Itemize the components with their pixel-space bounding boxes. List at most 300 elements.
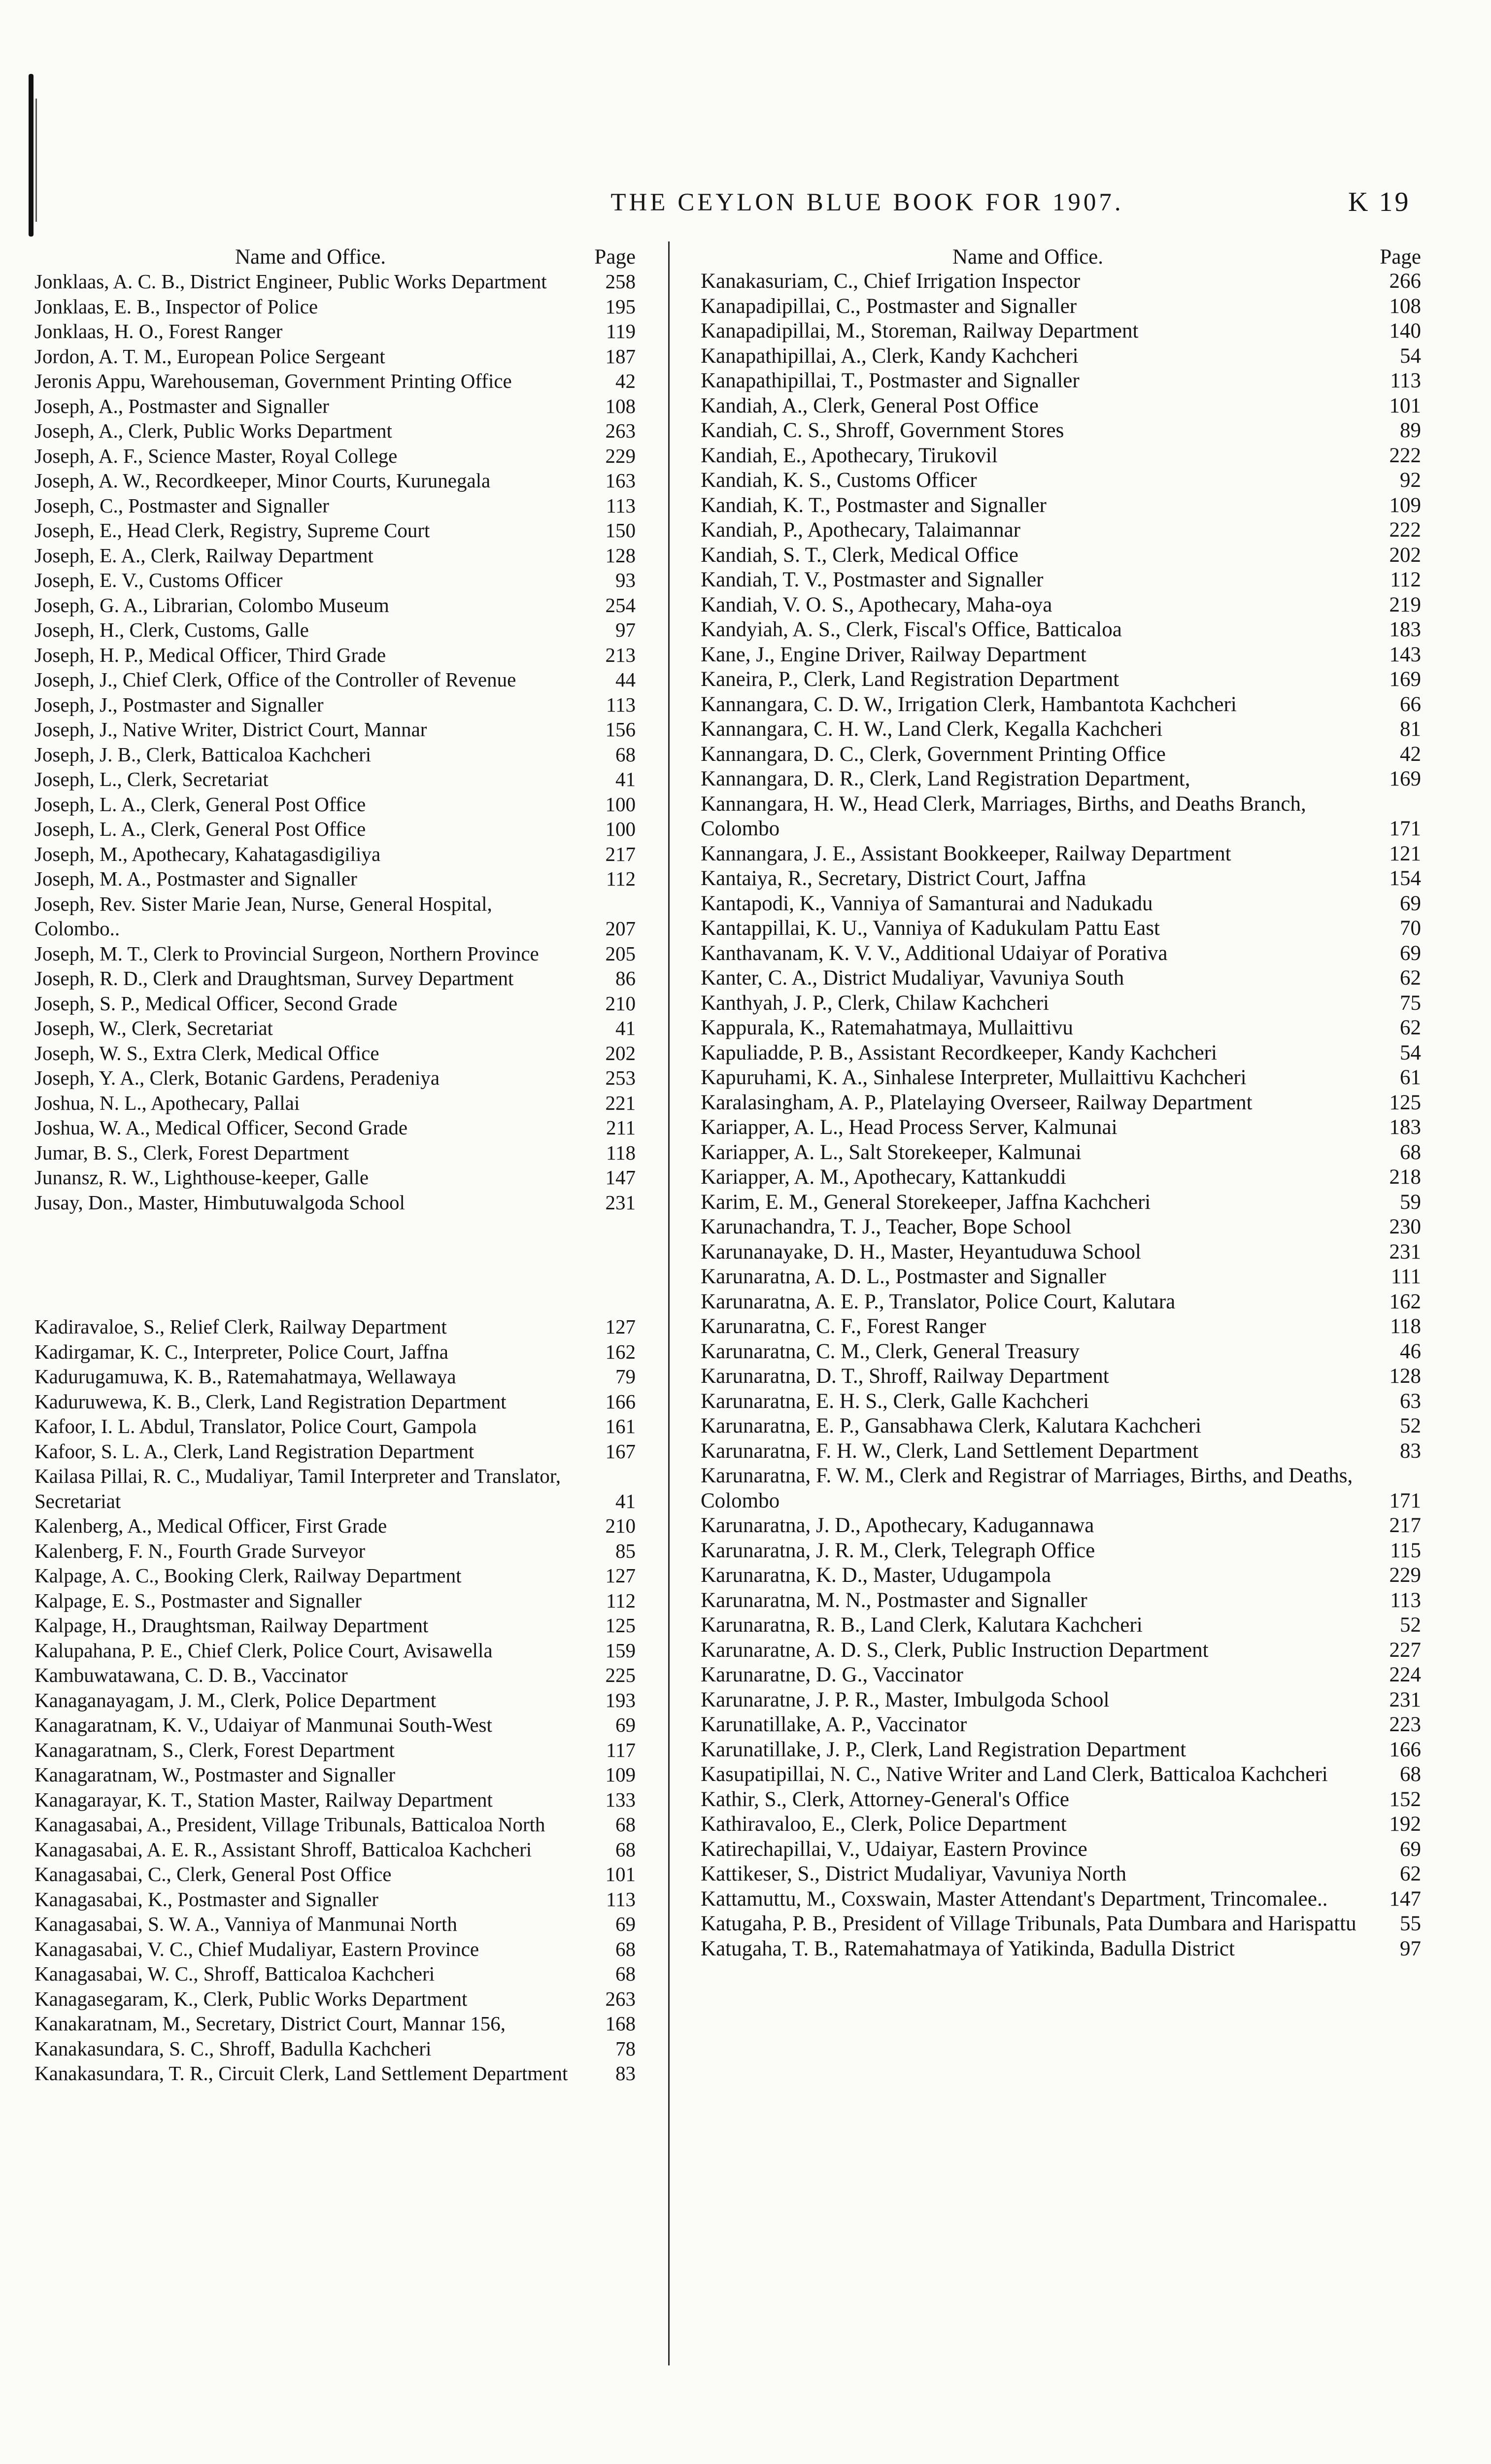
section-gap [30, 1215, 636, 1314]
page-number: K 19 [1348, 187, 1411, 217]
index-entry [699, 1539, 1421, 1564]
index-entry [699, 792, 1421, 842]
index-entry [699, 1887, 1421, 1912]
index-entry [30, 568, 636, 593]
entry-page-number: 128 [605, 544, 636, 567]
entry-page-number: 112 [1390, 568, 1421, 591]
entry-name-and-office: Joseph, H., Clerk, Customs, Galle [34, 618, 309, 641]
entry-page-number: 109 [1389, 493, 1421, 517]
index-entry [699, 1091, 1421, 1116]
entry-page-number: 59 [1400, 1190, 1421, 1214]
entry-page-number: 62 [1400, 1016, 1421, 1039]
entry-name-and-office: Kapuliadde, P. B., Assistant Recordkeeper, Kandy Kachcheri [701, 1041, 1217, 1064]
index-entry [30, 1787, 636, 1813]
index-entry [699, 394, 1421, 419]
right-column [699, 241, 1421, 1961]
index-entry [699, 1314, 1421, 1339]
entry-name-and-office: Joseph, L. A., Clerk, General Post Office [34, 818, 366, 840]
index-entry [699, 444, 1421, 469]
entry-name-and-office: Joseph, C., Postmaster and Signaller [34, 494, 329, 517]
name-and-office-heading: Name and Office. [952, 245, 1104, 269]
entry-name-and-office: Joseph, J., Chief Clerk, Office of the Controller of Revenue [34, 668, 516, 691]
page-binding-shadow [35, 99, 37, 222]
entry-page-number: 89 [1400, 419, 1421, 442]
index-entry [30, 1738, 636, 1763]
entry-name-and-office: Joseph, A. W., Recordkeeper, Minor Courts, Kurunegala [34, 469, 491, 492]
index-entry [30, 767, 636, 792]
entry-name-and-office: Joseph, J., Postmaster and Signaller [34, 693, 324, 716]
entry-name-and-office: Karunaratne, D. G., Vaccinator [701, 1663, 963, 1686]
entry-name-and-office: Kadurugamuwa, K. B., Ratemahatmaya, Wellawaya [34, 1365, 456, 1388]
entry-name-and-office: Kariapper, A. L., Salt Storekeeper, Kalmunai [701, 1140, 1082, 1164]
entry-name-and-office: Joseph, M. T., Clerk to Provincial Surgeon, Northern Province [34, 942, 539, 965]
entry-name-and-office: Kanagarayar, K. T., Station Master, Railway Department [34, 1788, 493, 1811]
index-entry [699, 1663, 1421, 1688]
entry-name-and-office: Katugaha, T. B., Ratemahatmaya of Yatikinda, Badulla District [701, 1937, 1235, 1960]
name-and-office-heading: Name and Office. [235, 245, 386, 269]
index-entry [699, 1016, 1421, 1041]
index-entry [30, 1588, 636, 1613]
entry-page-number: 230 [1389, 1215, 1421, 1238]
entry-page-number: 219 [1389, 593, 1421, 616]
entry-page-number: 100 [605, 818, 636, 840]
entry-name-and-office: Karunatillake, A. P., Vaccinator [701, 1713, 967, 1736]
entry-page-number: 143 [1389, 643, 1421, 666]
index-entry [30, 692, 636, 718]
entry-name-and-office: Joseph, A., Clerk, Public Works Department [34, 419, 392, 442]
index-entry [30, 319, 636, 344]
entry-page-number: 266 [1389, 270, 1421, 293]
entry-name-and-office: Kailasa Pillai, R. C., Mudaliyar, Tamil Interpreter and Translator, Secretariat [34, 1465, 561, 1512]
entry-name-and-office: Joseph, M., Apothecary, Kahatagasdigiliya [34, 842, 381, 865]
index-entry [30, 1165, 636, 1190]
entry-page-number: 85 [615, 1539, 636, 1562]
entry-page-number: 133 [605, 1788, 636, 1811]
index-entry [699, 543, 1421, 568]
index-entry [30, 941, 636, 966]
entry-page-number: 78 [615, 2037, 636, 2060]
entry-page-number: 223 [1389, 1713, 1421, 1736]
index-entry [30, 1041, 636, 1066]
index-entry [30, 866, 636, 891]
entry-page-number: 69 [615, 1713, 636, 1736]
entry-name-and-office: Karunaratne, A. D. S., Clerk, Public Instruction Department [701, 1638, 1209, 1662]
running-head-title: THE CEYLON BLUE BOOK FOR 1907. [610, 189, 1124, 216]
index-entry [699, 617, 1421, 643]
index-entry [30, 1563, 636, 1588]
entry-name-and-office: Kanagasabai, A. E. R., Assistant Shroff, Batticaloa Kachcheri [34, 1838, 532, 1861]
index-entry [699, 593, 1421, 618]
entry-name-and-office: Kandiah, K. S., Customs Officer [701, 469, 977, 492]
index-entry [699, 369, 1421, 394]
entry-page-number: 183 [1389, 618, 1421, 641]
entry-page-number: 159 [605, 1639, 636, 1662]
column-divider [668, 241, 670, 2365]
entry-page-number: 81 [1400, 718, 1421, 741]
entry-name-and-office: Katugaha, P. B., President of Village Tribunals, Pata Dumbara and Harispattu [701, 1912, 1356, 1935]
entry-page-number: 229 [605, 444, 636, 467]
entry-name-and-office: Kannangara, D. R., Clerk, Land Registration Department, [701, 767, 1190, 790]
entry-name-and-office: Kadirgamar, K. C., Interpreter, Police Court, Jaffna [34, 1340, 448, 1363]
entry-page-number: 152 [1389, 1787, 1421, 1811]
right-column-header [699, 241, 1421, 269]
index-entry [30, 1812, 636, 1837]
entry-page-number: 70 [1400, 917, 1421, 940]
index-entry [30, 1314, 636, 1339]
entry-name-and-office: Jonklaas, A. C. B., District Engineer, Public Works Department [34, 270, 547, 293]
entry-name-and-office: Joseph, A., Postmaster and Signaller [34, 394, 329, 417]
entry-page-number: 147 [1389, 1887, 1421, 1911]
entry-page-number: 63 [1400, 1389, 1421, 1413]
entry-name-and-office: Karunaratna, K. D., Master, Udugampola [701, 1564, 1051, 1587]
entry-page-number: 128 [1389, 1365, 1421, 1388]
index-entry [30, 1912, 636, 1937]
index-entry [30, 468, 636, 493]
entry-page-number: 113 [606, 1887, 636, 1911]
entry-name-and-office: Kaduruwewa, K. B., Clerk, Land Registration Department [34, 1390, 507, 1413]
entry-page-number: 68 [615, 1937, 636, 1960]
index-entry [699, 1787, 1421, 1813]
entry-name-and-office: Kanagaratnam, K. V., Udaiyar of Manmunai South-West [34, 1713, 492, 1736]
index-entry [30, 643, 636, 668]
index-entry [30, 1414, 636, 1439]
entry-name-and-office: Kanagasabai, V. C., Chief Mudaliyar, Eastern Province [34, 1937, 479, 1960]
entry-page-number: 54 [1400, 1041, 1421, 1064]
entry-page-number: 229 [1389, 1564, 1421, 1587]
entry-page-number: 100 [605, 792, 636, 816]
index-entry [30, 593, 636, 618]
entry-page-number: 109 [605, 1763, 636, 1786]
index-entry [699, 1065, 1421, 1091]
entry-name-and-office: Kanagaratnam, S., Clerk, Forest Department [34, 1738, 395, 1761]
entry-name-and-office: Jonklaas, H. O., Forest Ranger [34, 320, 283, 342]
index-entry [30, 966, 636, 991]
index-entry [699, 418, 1421, 444]
entry-page-number: 156 [605, 718, 636, 741]
entry-name-and-office: Karunaratna, E. H. S., Clerk, Galle Kachcheri [701, 1389, 1089, 1413]
entry-name-and-office: Karunaratna, C. M., Clerk, General Treasury [701, 1339, 1080, 1363]
entry-name-and-office: Kandiah, E., Apothecary, Tirukovil [701, 444, 998, 467]
entry-page-number: 166 [1389, 1738, 1421, 1761]
index-entry [699, 1140, 1421, 1165]
index-entry [699, 916, 1421, 941]
entry-page-number: 108 [605, 394, 636, 417]
entry-page-number: 222 [1389, 444, 1421, 467]
index-entry [30, 991, 636, 1016]
entry-name-and-office: Joshua, N. L., Apothecary, Pallai [34, 1091, 300, 1114]
entry-page-number: 187 [605, 344, 636, 368]
entry-page-number: 55 [1400, 1912, 1421, 1935]
index-entry [30, 1539, 636, 1564]
index-entry [699, 891, 1421, 917]
index-entry [30, 617, 636, 643]
entry-page-number: 68 [615, 1813, 636, 1836]
entry-name-and-office: Kannangara, J. E., Assistant Bookkeeper, Railway Department [701, 842, 1231, 865]
entry-page-number: 68 [615, 1962, 636, 1985]
entry-page-number: 147 [605, 1166, 636, 1189]
entry-page-number: 69 [615, 1913, 636, 1935]
entry-name-and-office: Kathiravaloo, E., Clerk, Police Department [701, 1813, 1067, 1836]
entry-page-number: 97 [1400, 1937, 1421, 1960]
entry-page-number: 162 [1389, 1290, 1421, 1313]
index-entry [30, 269, 636, 294]
entry-page-number: 69 [1400, 1837, 1421, 1861]
entry-name-and-office: Joseph, E. V., Customs Officer [34, 569, 283, 591]
index-entry [30, 1837, 636, 1862]
left-column [30, 241, 636, 2086]
entry-name-and-office: Kariapper, A. L., Head Process Server, Kalmunai [701, 1116, 1118, 1139]
entry-name-and-office: Kattamuttu, M., Coxswain, Master Attendant's Department, Trincomalee.. [701, 1887, 1328, 1911]
entry-page-number: 113 [1390, 1588, 1421, 1612]
entry-name-and-office: Joseph, H. P., Medical Officer, Third Grade [34, 643, 386, 666]
entry-page-number: 112 [606, 867, 636, 890]
entry-name-and-office: Joseph, S. P., Medical Officer, Second Grade [34, 992, 398, 1015]
entry-name-and-office: Kafoor, S. L. A., Clerk, Land Registration Department [34, 1439, 474, 1463]
entry-name-and-office: Kalpage, A. C., Booking Clerk, Railway Department [34, 1564, 462, 1587]
entry-name-and-office: Kasupatipillai, N. C., Native Writer and Land Clerk, Batticaloa Kachcheri [701, 1763, 1328, 1786]
index-entry [699, 319, 1421, 344]
index-entry [699, 1513, 1421, 1539]
entry-name-and-office: Joseph, Rev. Sister Marie Jean, Nurse, General Hospital, Colombo.. [34, 892, 492, 940]
entry-page-number: 86 [615, 967, 636, 990]
index-entry [699, 1389, 1421, 1414]
index-entry [699, 1290, 1421, 1315]
entry-page-number: 231 [1389, 1688, 1421, 1711]
entry-page-number: 202 [1389, 543, 1421, 567]
entry-page-number: 210 [605, 1514, 636, 1537]
entry-name-and-office: Karunaratna, A. E. P., Translator, Police Court, Kalutara [701, 1290, 1176, 1313]
entry-page-number: 193 [605, 1688, 636, 1711]
entry-page-number: 168 [605, 2012, 636, 2035]
entry-page-number: 121 [1389, 842, 1421, 865]
entry-name-and-office: Kantappillai, K. U., Vanniya of Kadukulam Pattu East [701, 917, 1160, 940]
index-entry [699, 493, 1421, 518]
index-entry [699, 643, 1421, 668]
index-entry [699, 1165, 1421, 1190]
index-entry [30, 2036, 636, 2061]
index-entry [699, 991, 1421, 1016]
entry-name-and-office: Karunanayake, D. H., Master, Heyantuduwa School [701, 1240, 1141, 1264]
index-entry [699, 518, 1421, 543]
entry-name-and-office: Kandiah, T. V., Postmaster and Signaller [701, 568, 1044, 591]
entry-name-and-office: Kadiravaloe, S., Relief Clerk, Railway Department [34, 1315, 447, 1338]
entry-page-number: 119 [606, 320, 636, 342]
index-entry [30, 1887, 636, 1912]
entry-name-and-office: Kanagasegaram, K., Clerk, Public Works Department [34, 1987, 468, 2010]
entry-page-number: 183 [1389, 1116, 1421, 1139]
index-entry [699, 692, 1421, 718]
index-entry [30, 1140, 636, 1165]
entry-page-number: 68 [615, 743, 636, 766]
entry-name-and-office: Kariapper, A. M., Apothecary, Kattankuddi [701, 1165, 1066, 1189]
entry-name-and-office: Kanapathipillai, T., Postmaster and Signaller [701, 369, 1080, 392]
entry-name-and-office: Kanakasuriam, C., Chief Irrigation Inspector [701, 270, 1081, 293]
entry-page-number: 41 [615, 1489, 636, 1512]
index-entry [699, 269, 1421, 294]
entry-name-and-office: Kambuwatawana, C. D. B., Vaccinator [34, 1664, 348, 1686]
entry-name-and-office: Kandiah, S. T., Clerk, Medical Office [701, 543, 1018, 567]
index-entry [699, 1364, 1421, 1389]
entry-page-number: 46 [1400, 1339, 1421, 1363]
entry-name-and-office: Joseph, E., Head Clerk, Registry, Supreme Court [34, 519, 430, 542]
entry-page-number: 69 [1400, 941, 1421, 965]
index-entry [699, 1265, 1421, 1290]
entry-name-and-office: Joseph, W., Clerk, Secretariat [34, 1017, 273, 1039]
entry-page-number: 113 [1390, 369, 1421, 392]
entry-name-and-office: Joseph, J. B., Clerk, Batticaloa Kachcheri [34, 743, 372, 766]
entry-page-number: 52 [1400, 1613, 1421, 1637]
index-entry [699, 1837, 1421, 1862]
entry-name-and-office: Karunaratne, J. P. R., Master, Imbulgoda School [701, 1688, 1110, 1711]
index-entry [30, 1389, 636, 1414]
entry-page-number: 150 [605, 519, 636, 542]
index-entry [699, 1912, 1421, 1937]
entry-page-number: 41 [615, 1017, 636, 1039]
entry-name-and-office: Joseph, M. A., Postmaster and Signaller [34, 867, 357, 890]
index-entry [30, 1016, 636, 1041]
entry-name-and-office: Kanthyah, J. P., Clerk, Chilaw Kachcheri [701, 991, 1049, 1015]
entry-page-number: 217 [1389, 1514, 1421, 1537]
entry-page-number: 205 [605, 942, 636, 965]
entry-name-and-office: Kannangara, C. H. W., Land Clerk, Kegalla Kachcheri [701, 718, 1163, 741]
entry-name-and-office: Kandyiah, A. S., Clerk, Fiscal's Office, Batticaloa [701, 618, 1122, 641]
index-entry [30, 817, 636, 842]
index-entry [699, 1812, 1421, 1837]
entry-name-and-office: Kannangara, C. D. W., Irrigation Clerk, Hambantota Kachcheri [701, 692, 1237, 716]
entry-name-and-office: Joseph, G. A., Librarian, Colombo Museum [34, 593, 389, 616]
entry-name-and-office: Jeronis Appu, Warehouseman, Government Printing Office [34, 370, 512, 392]
entry-page-number: 117 [606, 1738, 636, 1761]
entry-name-and-office: Joseph, L. A., Clerk, General Post Office [34, 792, 366, 816]
index-entry [30, 1862, 636, 1887]
entry-name-and-office: Kattikeser, S., District Mudaliyar, Vavuniya North [701, 1862, 1126, 1885]
entry-name-and-office: Karunaratna, M. N., Postmaster and Signaller [701, 1588, 1087, 1612]
index-entry [30, 344, 636, 369]
entry-page-number: 224 [1389, 1663, 1421, 1686]
entry-name-and-office: Kaneira, P., Clerk, Land Registration Department [701, 668, 1119, 691]
index-entry [699, 941, 1421, 966]
entry-page-number: 83 [615, 2062, 636, 2085]
entry-page-number: 227 [1389, 1638, 1421, 1662]
entry-page-number: 140 [1389, 319, 1421, 342]
entry-page-number: 211 [606, 1116, 636, 1139]
entry-name-and-office: Karunatillake, J. P., Clerk, Land Registration Department [701, 1738, 1186, 1761]
entry-page-number: 213 [605, 643, 636, 666]
entry-page-number: 210 [605, 992, 636, 1015]
index-entry [699, 966, 1421, 991]
entry-name-and-office: Karunaratna, D. T., Shroff, Railway Department [701, 1365, 1109, 1388]
entry-page-number: 202 [605, 1041, 636, 1064]
index-entry [699, 294, 1421, 319]
entry-page-number: 169 [1389, 767, 1421, 790]
entry-name-and-office: Junansz, R. W., Lighthouse-keeper, Galle [34, 1166, 369, 1189]
index-entry [30, 1464, 636, 1513]
entry-page-number: 54 [1400, 344, 1421, 368]
page-heading: Page [594, 245, 636, 269]
entry-page-number: 68 [1400, 1763, 1421, 1786]
entry-page-number: 111 [1390, 1265, 1421, 1288]
entry-page-number: 258 [605, 270, 636, 293]
entry-name-and-office: Kalenberg, F. N., Fourth Grade Surveyor [34, 1539, 366, 1562]
right-entry-list [699, 269, 1421, 1961]
entry-name-and-office: Joseph, R. D., Clerk and Draughtsman, Survey Department [34, 967, 514, 990]
entry-page-number: 112 [606, 1589, 636, 1612]
index-entry [30, 667, 636, 692]
index-entry [699, 1240, 1421, 1265]
index-entry [30, 1364, 636, 1389]
entry-name-and-office: Jusay, Don., Master, Himbutuwalgoda School [34, 1191, 405, 1214]
entry-page-number: 113 [606, 494, 636, 517]
page-heading: Page [1380, 245, 1421, 269]
index-entry [30, 1712, 636, 1738]
index-entry [699, 866, 1421, 891]
entry-name-and-office: Kanagasabai, W. C., Shroff, Batticaloa Kachcheri [34, 1962, 435, 1985]
entry-page-number: 118 [606, 1141, 636, 1164]
entry-name-and-office: Kalpage, H., Draughtsman, Railway Department [34, 1614, 429, 1637]
left-entry-list [30, 269, 636, 2086]
entry-name-and-office: Jonklaas, E. B., Inspector of Police [34, 295, 318, 318]
entry-page-number: 79 [615, 1365, 636, 1388]
index-entry [30, 493, 636, 518]
index-entry [30, 1091, 636, 1116]
entry-name-and-office: Joseph, L., Clerk, Secretariat [34, 768, 269, 790]
index-entry [30, 1439, 636, 1464]
index-entry [30, 2011, 636, 2036]
index-entry [30, 1986, 636, 2012]
entry-name-and-office: Kanapathipillai, A., Clerk, Kandy Kachcheri [701, 344, 1079, 368]
entry-name-and-office: Karunaratna, F. W. M., Clerk and Registrar of Marriages, Births, and Deaths, Colombo [701, 1464, 1353, 1512]
entry-page-number: 221 [605, 1091, 636, 1114]
index-entry [30, 369, 636, 394]
entry-name-and-office: Kanter, C. A., District Mudaliyar, Vavuniya South [701, 966, 1124, 990]
entry-page-number: 101 [1389, 394, 1421, 417]
index-entry [699, 1638, 1421, 1663]
index-entry [699, 1738, 1421, 1763]
index-entry [30, 1065, 636, 1091]
entry-name-and-office: Kanagasabai, K., Postmaster and Signaller [34, 1887, 378, 1911]
entry-page-number: 171 [1389, 1489, 1421, 1512]
index-entry [699, 568, 1421, 593]
entry-page-number: 231 [605, 1191, 636, 1214]
entry-page-number: 254 [605, 593, 636, 616]
entry-page-number: 115 [1390, 1539, 1421, 1562]
index-entry [30, 742, 636, 767]
entry-name-and-office: Kandiah, P., Apothecary, Talaimannar [701, 518, 1020, 542]
entry-name-and-office: Jordon, A. T. M., European Police Sergeant [34, 344, 385, 368]
entry-name-and-office: Joseph, Y. A., Clerk, Botanic Gardens, Peradeniya [34, 1066, 440, 1089]
entry-name-and-office: Kanapadipillai, M., Storeman, Railway Department [701, 319, 1139, 342]
index-entry [30, 1937, 636, 1962]
entry-name-and-office: Kalenberg, A., Medical Officer, First Grade [34, 1514, 387, 1537]
entry-name-and-office: Kandiah, C. S., Shroff, Government Stores [701, 419, 1064, 442]
index-entry [699, 1937, 1421, 1962]
entry-name-and-office: Kappurala, K., Ratemahatmaya, Mullaittivu [701, 1016, 1073, 1039]
index-entry [30, 1513, 636, 1539]
index-entry [699, 344, 1421, 369]
entry-name-and-office: Joseph, W. S., Extra Clerk, Medical Office [34, 1041, 379, 1064]
index-entry [30, 1663, 636, 1688]
index-entry [699, 1862, 1421, 1887]
index-entry [699, 1190, 1421, 1215]
index-entry [699, 1339, 1421, 1365]
index-entry [699, 1613, 1421, 1638]
entry-page-number: 69 [1400, 891, 1421, 915]
index-entry [699, 1215, 1421, 1240]
entry-name-and-office: Kanakaratnam, M., Secretary, District Court, Mannar 156, [34, 2012, 506, 2035]
entry-name-and-office: Karim, E. M., General Storekeeper, Jaffna Kachcheri [701, 1190, 1151, 1214]
index-entry [30, 418, 636, 444]
entry-name-and-office: Katirechapillai, V., Udaiyar, Eastern Province [701, 1837, 1087, 1861]
